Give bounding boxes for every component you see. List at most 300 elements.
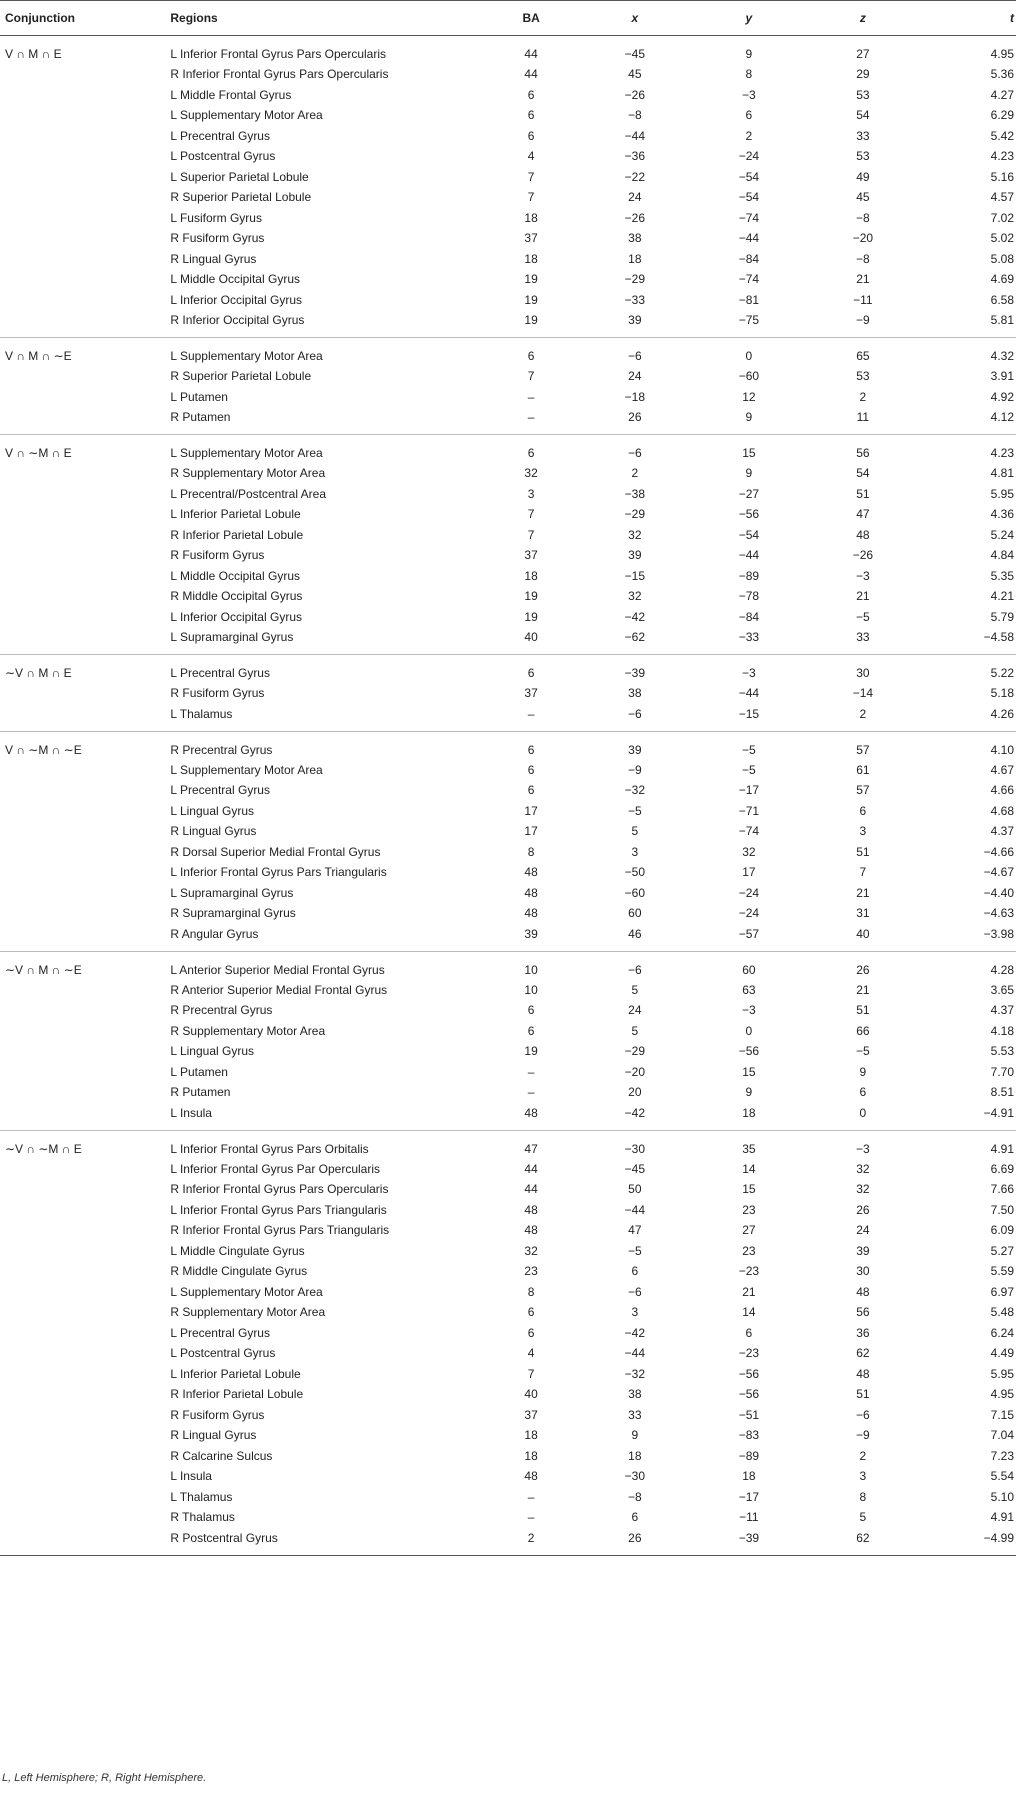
header-t: t — [920, 1, 1016, 36]
region-cell: L Supplementary Motor Area — [170, 108, 323, 123]
x-cell: −42 — [624, 1105, 646, 1120]
x-cell: 3 — [631, 844, 639, 859]
region-cell: L Supramarginal Gyrus — [170, 885, 294, 900]
table-row — [0, 1062, 1016, 1083]
z-cell: 26 — [856, 1202, 870, 1217]
x-cell: −32 — [624, 783, 646, 798]
y-cell: 35 — [742, 1141, 756, 1156]
y-cell: 15 — [742, 1064, 756, 1079]
ba-cell: 6 — [527, 1023, 535, 1038]
z-cell: 9 — [859, 1064, 867, 1079]
conjunction-cell — [0, 1487, 165, 1508]
ba-cell: – — [527, 1064, 535, 1079]
table-row — [0, 1220, 1016, 1241]
conjunction-cell — [0, 1384, 165, 1405]
z-cell: 3 — [859, 1469, 867, 1484]
y-cell: −23 — [738, 1346, 760, 1361]
table-row — [0, 338, 1016, 367]
t-cell: 5.18 — [990, 686, 1014, 701]
table-row — [0, 683, 1016, 704]
t-cell: 4.26 — [990, 706, 1014, 721]
x-cell: −8 — [628, 108, 642, 123]
x-cell: 6 — [631, 1510, 639, 1525]
header-row — [0, 1, 1016, 36]
z-cell: 31 — [856, 906, 870, 921]
z-cell: 48 — [856, 1284, 870, 1299]
y-cell: −17 — [738, 1489, 760, 1504]
t-cell: 5.02 — [990, 231, 1014, 246]
region-cell: L Postcentral Gyrus — [170, 1346, 276, 1361]
y-cell: −51 — [738, 1407, 760, 1422]
table-row — [0, 627, 1016, 655]
z-cell: 32 — [856, 1182, 870, 1197]
z-cell: 51 — [856, 486, 870, 501]
t-cell: 4.91 — [990, 1141, 1014, 1156]
region-cell: L Inferior Parietal Lobule — [170, 507, 301, 522]
table-row — [0, 1021, 1016, 1042]
z-cell: 51 — [856, 844, 870, 859]
ba-cell: – — [527, 1489, 535, 1504]
table-row — [0, 655, 1016, 684]
table-row — [0, 1384, 1016, 1405]
table-row — [0, 167, 1016, 188]
y-cell: −27 — [738, 486, 760, 501]
ba-cell: 18 — [524, 1428, 538, 1443]
y-cell: −74 — [738, 272, 760, 287]
t-cell: 6.24 — [990, 1325, 1014, 1340]
z-cell: 53 — [856, 369, 870, 384]
t-cell: 7.15 — [990, 1407, 1014, 1422]
conjunction-cell — [0, 1364, 165, 1385]
region-cell: L Supplementary Motor Area — [170, 762, 323, 777]
region-cell: L Middle Occipital Gyrus — [170, 272, 300, 287]
z-cell: 5 — [859, 1510, 867, 1525]
region-cell: L Lingual Gyrus — [170, 803, 254, 818]
t-cell: −4.67 — [983, 865, 1014, 880]
x-cell: −6 — [628, 349, 642, 363]
conjunction-cell — [0, 1082, 165, 1103]
ba-cell: 17 — [524, 803, 538, 818]
region-cell: R Supplementary Motor Area — [170, 466, 326, 481]
y-cell: 15 — [742, 446, 756, 460]
z-cell: 51 — [856, 1003, 870, 1018]
y-cell: 63 — [742, 982, 756, 997]
conjunction-cell — [0, 208, 165, 229]
z-cell: −8 — [856, 251, 870, 266]
x-cell: −45 — [624, 47, 646, 61]
t-cell: 4.68 — [990, 803, 1014, 818]
y-cell: 17 — [742, 865, 756, 880]
y-cell: −56 — [738, 507, 760, 522]
t-cell: 8.51 — [990, 1085, 1014, 1100]
y-cell: 23 — [742, 1243, 756, 1258]
t-cell: 7.50 — [990, 1202, 1014, 1217]
conjunction-cell — [0, 1241, 165, 1262]
z-cell: 33 — [856, 630, 870, 644]
table-row — [0, 1282, 1016, 1303]
t-cell: 7.02 — [990, 210, 1014, 225]
x-cell: 18 — [628, 251, 642, 266]
t-cell: 7.66 — [990, 1182, 1014, 1197]
t-cell: 4.10 — [990, 742, 1014, 757]
region-cell: L Precentral Gyrus — [170, 666, 270, 680]
region-cell: L Middle Frontal Gyrus — [170, 87, 292, 102]
x-cell: 47 — [628, 1223, 642, 1238]
t-cell: 4.28 — [990, 962, 1014, 977]
ba-cell: 7 — [527, 527, 535, 542]
z-cell: −14 — [852, 686, 874, 701]
table-row — [0, 821, 1016, 842]
z-cell: 49 — [856, 169, 870, 184]
region-cell: L Precentral/Postcentral Area — [170, 486, 327, 501]
y-cell: −57 — [738, 926, 760, 941]
ba-cell: 7 — [527, 507, 535, 522]
t-cell: 5.59 — [990, 1264, 1014, 1279]
table-row — [0, 463, 1016, 484]
table-row — [0, 731, 1016, 760]
t-cell: 4.57 — [990, 190, 1014, 205]
region-cell: L Precentral Gyrus — [170, 1325, 270, 1340]
table-row — [0, 1302, 1016, 1323]
y-cell: 12 — [742, 389, 756, 404]
y-cell: −54 — [738, 527, 760, 542]
table-row — [0, 760, 1016, 781]
ba-cell: 23 — [524, 1264, 538, 1279]
x-cell: −26 — [624, 87, 646, 102]
table-row — [0, 366, 1016, 387]
ba-cell: 39 — [524, 926, 538, 941]
z-cell: 51 — [856, 1387, 870, 1402]
y-cell: 0 — [745, 1023, 753, 1038]
region-cell: L Inferior Frontal Gyrus Pars Orbitalis — [170, 1141, 369, 1156]
region-cell: R Inferior Frontal Gyrus Pars Opercularis — [170, 67, 389, 82]
z-cell: −5 — [856, 609, 870, 624]
y-cell: −3 — [742, 666, 756, 680]
region-cell: R Angular Gyrus — [170, 926, 259, 941]
region-cell: L Middle Cingulate Gyrus — [170, 1243, 305, 1258]
y-cell: −78 — [738, 589, 760, 604]
table-row — [0, 484, 1016, 505]
table-row — [0, 504, 1016, 525]
z-cell: 7 — [859, 865, 867, 880]
t-cell: 5.81 — [990, 313, 1014, 327]
table-header — [0, 1, 1016, 36]
table-row — [0, 290, 1016, 311]
conjunction-cell — [0, 366, 165, 387]
t-cell: 5.24 — [990, 527, 1014, 542]
z-cell: 27 — [856, 47, 870, 61]
conjunction-cell — [0, 1343, 165, 1364]
ba-cell: – — [527, 410, 535, 424]
ba-cell: 6 — [527, 783, 535, 798]
y-cell: −54 — [738, 190, 760, 205]
table-row — [0, 525, 1016, 546]
table-row — [0, 228, 1016, 249]
z-cell: 56 — [856, 446, 870, 460]
z-cell: 54 — [856, 108, 870, 123]
conjunction-cell — [0, 249, 165, 270]
table-row — [0, 1130, 1016, 1159]
conjunction-cell: ∼V ∩ M ∩ ∼E — [5, 962, 82, 977]
z-cell: 30 — [856, 1264, 870, 1279]
z-cell: 24 — [856, 1223, 870, 1238]
t-cell: 4.12 — [990, 410, 1014, 424]
ba-cell: 6 — [527, 108, 535, 123]
t-cell: 4.21 — [990, 589, 1014, 604]
t-cell: −4.99 — [983, 1530, 1014, 1545]
table-row — [0, 704, 1016, 732]
z-cell: 61 — [856, 762, 870, 777]
region-cell: L Inferior Occipital Gyrus — [170, 292, 302, 307]
conjunction-cell — [0, 1446, 165, 1467]
y-cell: −11 — [739, 1510, 759, 1525]
t-cell: 4.81 — [990, 466, 1014, 481]
conjunction-cell — [0, 525, 165, 546]
t-cell: 5.53 — [990, 1044, 1014, 1059]
x-cell: 18 — [628, 1448, 642, 1463]
t-cell: 4.18 — [990, 1023, 1014, 1038]
table-row — [0, 1082, 1016, 1103]
t-cell: 5.95 — [990, 1366, 1014, 1381]
region-cell: R Putamen — [170, 1085, 231, 1100]
x-cell: 5 — [631, 1023, 639, 1038]
ba-cell: 48 — [524, 906, 538, 921]
region-cell: L Putamen — [170, 1064, 228, 1079]
y-cell: −24 — [738, 885, 760, 900]
region-cell: R Supramarginal Gyrus — [170, 906, 296, 921]
t-cell: 5.22 — [990, 666, 1014, 680]
x-cell: 32 — [628, 589, 642, 604]
ba-cell: 44 — [524, 1182, 538, 1197]
z-cell: −3 — [856, 1141, 870, 1156]
conjunction-cell — [0, 484, 165, 505]
table-row — [0, 146, 1016, 167]
y-cell: 18 — [742, 1469, 756, 1484]
conjunction-cell — [0, 903, 165, 924]
ba-cell: 48 — [524, 1223, 538, 1238]
x-cell: 20 — [628, 1085, 642, 1100]
table-row — [0, 1159, 1016, 1180]
conjunction-cell — [0, 187, 165, 208]
conjunction-cell — [0, 85, 165, 106]
ba-cell: 6 — [527, 666, 535, 680]
region-cell: R Supplementary Motor Area — [170, 1023, 326, 1038]
conjunction-cell — [0, 290, 165, 311]
x-cell: 39 — [628, 313, 642, 327]
conjunction-cell: V ∩ ∼M ∩ E — [5, 446, 72, 460]
y-cell: −54 — [738, 169, 760, 184]
table-row — [0, 1200, 1016, 1221]
ba-cell: 6 — [527, 1325, 535, 1340]
t-cell: 3.91 — [990, 369, 1014, 384]
region-cell: L Postcentral Gyrus — [170, 149, 276, 164]
y-cell: −3 — [742, 1003, 756, 1018]
ba-cell: 17 — [524, 824, 538, 839]
table-row — [0, 435, 1016, 464]
region-cell: R Inferior Frontal Gyrus Pars Opercularis — [170, 1182, 389, 1197]
table-row — [0, 1103, 1016, 1131]
conjunction-cell — [0, 1200, 165, 1221]
z-cell: 29 — [856, 67, 870, 82]
x-cell: −29 — [624, 272, 646, 287]
region-cell: R Dorsal Superior Medial Frontal Gyrus — [170, 844, 381, 859]
table-row — [0, 801, 1016, 822]
table-row — [0, 1000, 1016, 1021]
z-cell: 3 — [859, 824, 867, 839]
y-cell: −44 — [738, 686, 760, 701]
z-cell: 2 — [859, 706, 867, 721]
z-cell: −11 — [853, 292, 873, 307]
region-cell: L Supplementary Motor Area — [170, 1284, 323, 1299]
table-row — [0, 1179, 1016, 1200]
t-cell: 4.27 — [990, 87, 1014, 102]
z-cell: 39 — [856, 1243, 870, 1258]
conjunction-cell: V ∩ M ∩ ∼E — [5, 349, 72, 363]
conjunction-cell — [0, 801, 165, 822]
x-cell: 26 — [628, 1530, 642, 1545]
y-cell: −81 — [738, 292, 760, 307]
z-cell: 26 — [856, 962, 870, 977]
z-cell: 57 — [856, 783, 870, 798]
z-cell: 6 — [859, 1085, 867, 1100]
conjunction-cell — [0, 387, 165, 408]
t-cell: −4.40 — [983, 885, 1014, 900]
conjunction-cell — [0, 607, 165, 628]
region-cell: L Anterior Superior Medial Frontal Gyrus — [170, 962, 385, 977]
t-cell: 4.32 — [990, 349, 1014, 363]
conjunction-cell: V ∩ ∼M ∩ ∼E — [5, 742, 82, 757]
t-cell: 4.67 — [990, 762, 1014, 777]
y-cell: 9 — [745, 466, 753, 481]
z-cell: −9 — [856, 1428, 870, 1443]
conjunction-cell — [0, 1528, 165, 1556]
header-x: x — [578, 1, 692, 36]
x-cell: 9 — [631, 1428, 639, 1443]
ba-cell: 10 — [524, 982, 538, 997]
x-cell: −42 — [624, 609, 646, 624]
t-cell: −4.66 — [983, 844, 1014, 859]
region-cell: L Inferior Parietal Lobule — [170, 1366, 301, 1381]
conjunction-cell — [0, 821, 165, 842]
region-cell: L Inferior Frontal Gyrus Pars Triangularis — [170, 865, 387, 880]
conjunction-cell — [0, 1021, 165, 1042]
table-row — [0, 1487, 1016, 1508]
table-row — [0, 780, 1016, 801]
x-cell: 39 — [628, 548, 642, 563]
z-cell: 48 — [856, 1366, 870, 1381]
t-cell: 5.27 — [990, 1243, 1014, 1258]
x-cell: 39 — [628, 742, 642, 757]
ba-cell: 4 — [527, 149, 535, 164]
t-cell: 4.37 — [990, 1003, 1014, 1018]
conjunction-cell — [0, 924, 165, 952]
y-cell: −56 — [738, 1366, 760, 1381]
conjunction-cell — [0, 760, 165, 781]
t-cell: 4.95 — [990, 47, 1014, 61]
ba-cell: 6 — [527, 128, 535, 143]
region-cell: R Anterior Superior Medial Frontal Gyrus — [170, 982, 388, 997]
z-cell: 30 — [856, 666, 870, 680]
ba-cell: 8 — [527, 844, 535, 859]
conjunction-cell — [0, 64, 165, 85]
t-cell: −3.98 — [983, 926, 1014, 941]
conjunction-group — [0, 731, 1016, 951]
z-cell: −8 — [856, 210, 870, 225]
table-row — [0, 1425, 1016, 1446]
ba-cell: 18 — [524, 210, 538, 225]
x-cell: −26 — [624, 210, 646, 225]
t-cell: 5.16 — [990, 169, 1014, 184]
ba-cell: 32 — [524, 1243, 538, 1258]
ba-cell: 2 — [527, 1530, 535, 1545]
z-cell: −9 — [856, 313, 870, 327]
region-cell: L Thalamus — [170, 1489, 233, 1504]
t-cell: 6.97 — [990, 1284, 1014, 1299]
x-cell: −33 — [624, 292, 646, 307]
y-cell: 21 — [742, 1284, 756, 1299]
y-cell: 15 — [742, 1182, 756, 1197]
region-cell: R Superior Parietal Lobule — [170, 190, 312, 205]
ba-cell: 40 — [524, 1387, 538, 1402]
conjunction-group — [0, 951, 1016, 1130]
region-cell: R Lingual Gyrus — [170, 251, 257, 266]
ba-cell: 7 — [527, 369, 535, 384]
x-cell: 6 — [631, 1264, 639, 1279]
t-cell: 4.37 — [990, 824, 1014, 839]
ba-cell: 40 — [524, 630, 538, 644]
t-cell: −4.58 — [983, 630, 1014, 644]
region-cell: L Inferior Frontal Gyrus Par Opercularis — [170, 1161, 381, 1176]
region-cell: L Putamen — [170, 389, 228, 404]
region-cell: R Superior Parietal Lobule — [170, 369, 312, 384]
conjunction-cell — [0, 269, 165, 290]
t-cell: 5.79 — [990, 609, 1014, 624]
region-cell: R Putamen — [170, 410, 231, 424]
t-cell: 4.69 — [990, 272, 1014, 287]
z-cell: 6 — [859, 803, 867, 818]
x-cell: 50 — [628, 1182, 642, 1197]
x-cell: 5 — [631, 824, 639, 839]
y-cell: −33 — [738, 630, 760, 644]
region-cell: R Fusiform Gyrus — [170, 1407, 265, 1422]
t-cell: 4.36 — [990, 507, 1014, 522]
table-row — [0, 85, 1016, 106]
x-cell: 24 — [628, 190, 642, 205]
t-cell: −4.63 — [983, 906, 1014, 921]
region-cell: R Precentral Gyrus — [170, 1003, 273, 1018]
conjunction-cell — [0, 780, 165, 801]
y-cell: 8 — [745, 67, 753, 82]
ba-cell: 6 — [527, 742, 535, 757]
z-cell: −3 — [856, 568, 870, 583]
y-cell: −60 — [738, 369, 760, 384]
table-row — [0, 1405, 1016, 1426]
t-cell: 3.65 — [990, 982, 1014, 997]
x-cell: −29 — [624, 1044, 646, 1059]
z-cell: 32 — [856, 1161, 870, 1176]
z-cell: 0 — [859, 1105, 867, 1120]
conjunction-cell — [0, 545, 165, 566]
region-cell: L Supramarginal Gyrus — [170, 630, 294, 644]
region-cell: R Middle Occipital Gyrus — [170, 589, 303, 604]
x-cell: 33 — [628, 1407, 642, 1422]
ba-cell: 37 — [524, 548, 538, 563]
conjunction-cell — [0, 105, 165, 126]
z-cell: 45 — [856, 190, 870, 205]
x-cell: −36 — [624, 149, 646, 164]
region-cell: R Lingual Gyrus — [170, 1428, 257, 1443]
region-cell: L Superior Parietal Lobule — [170, 169, 309, 184]
